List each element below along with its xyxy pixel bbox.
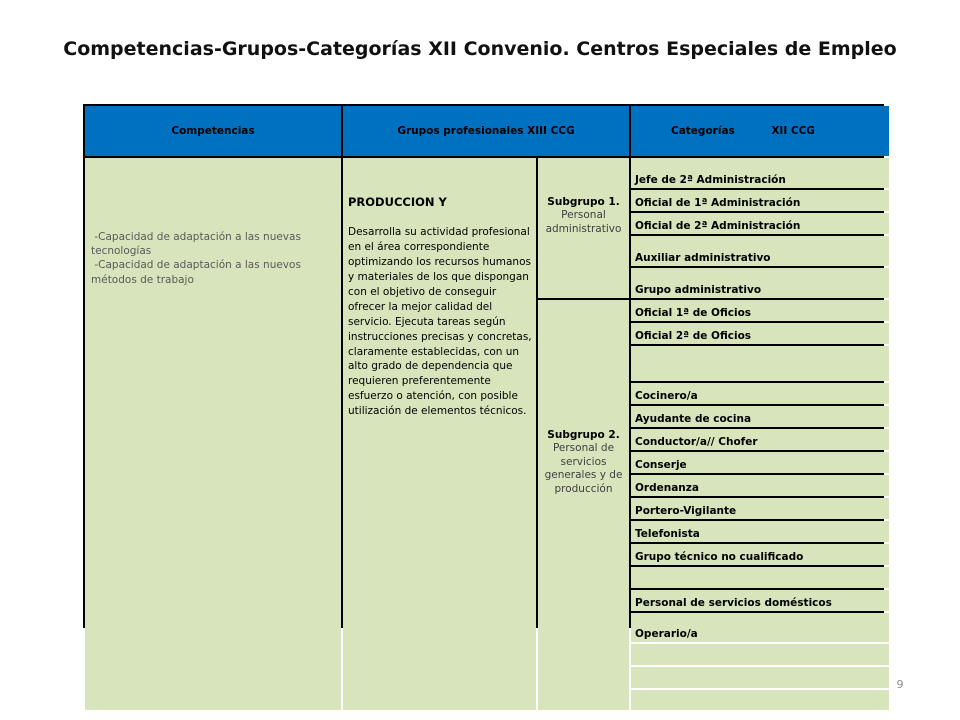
categoria-cell: Auxiliar administrativo — [631, 236, 889, 266]
subgrupo-text: Personal de servicios generales y de producción — [544, 442, 623, 495]
competencias-cell — [85, 158, 341, 710]
categoria-cell — [631, 346, 889, 381]
categoria-cell: Ayudante de cocina — [631, 406, 889, 427]
categoria-cell — [631, 567, 889, 588]
grupo-description: Desarrolla su actividad profesional en el área correspondiente optimizando los recursos humanos y materiales de los que dispongan con el objetivo de conseguir ofrecer la mejor calidad del servicio. Ejecuta tareas según instrucciones precisas y concretas, claramente establecidas, con un alto grado de dependencia que requieren preferentemente esfuerzo o atención, con posible utilización de elementos técnicos. — [348, 226, 532, 418]
categoria-cell — [631, 667, 889, 688]
categoria-cell: Operario/a — [631, 613, 889, 642]
categoria-cell: Oficial de 1ª Administración — [631, 190, 889, 211]
grupo-title: PRODUCCION Y — [348, 195, 447, 209]
categoria-cell: Cocinero/a — [631, 383, 889, 404]
categoria-cell: Telefonista — [631, 521, 889, 542]
grupo-profesional-cell — [343, 158, 536, 710]
subgrupo-label: Subgrupo 2. — [547, 429, 620, 441]
header-competencias: Competencias — [85, 106, 341, 156]
categoria-cell — [631, 644, 889, 665]
categoria-cell: Conserje — [631, 452, 889, 473]
categoria-cell: Oficial de 2ª Administración — [631, 213, 889, 234]
competencia-line: -Capacidad de adaptación a las nuevos métodos de trabajo — [91, 259, 305, 286]
competencia-line: -Capacidad de adaptación a las nuevas tecnologías — [91, 231, 305, 258]
categoria-cell: Oficial 2ª de Oficios — [631, 323, 889, 344]
categoria-cell: Ordenanza — [631, 475, 889, 496]
categoria-cell: Jefe de 2ª Administración — [631, 158, 889, 188]
header-grupos: Grupos profesionales XIII CCG — [343, 106, 629, 156]
subgrupo-2-cell — [538, 300, 629, 710]
competencias-table — [83, 104, 884, 640]
categoria-cell — [631, 690, 889, 710]
categoria-cell: Oficial 1ª de Oficios — [631, 300, 889, 321]
categoria-cell: Conductor/a// Chofer — [631, 429, 889, 450]
categoria-cell: Personal de servicios domésticos — [631, 590, 889, 611]
subgrupo-text: Personal administrativo — [545, 209, 622, 235]
subgrupo-1-cell — [538, 158, 629, 298]
categoria-cell: Portero-Vigilante — [631, 498, 889, 519]
slide-title: Competencias-Grupos-Categorías XII Convenio. Centros Especiales de Empleo — [63, 38, 897, 60]
header-categorias: Categorías XII CCG — [631, 106, 889, 156]
categoria-cell: Grupo administrativo — [631, 268, 889, 298]
categoria-cell: Grupo técnico no cualificado — [631, 544, 889, 565]
subgrupo-label: Subgrupo 1. — [547, 196, 620, 208]
page-number: 9 — [896, 678, 904, 691]
